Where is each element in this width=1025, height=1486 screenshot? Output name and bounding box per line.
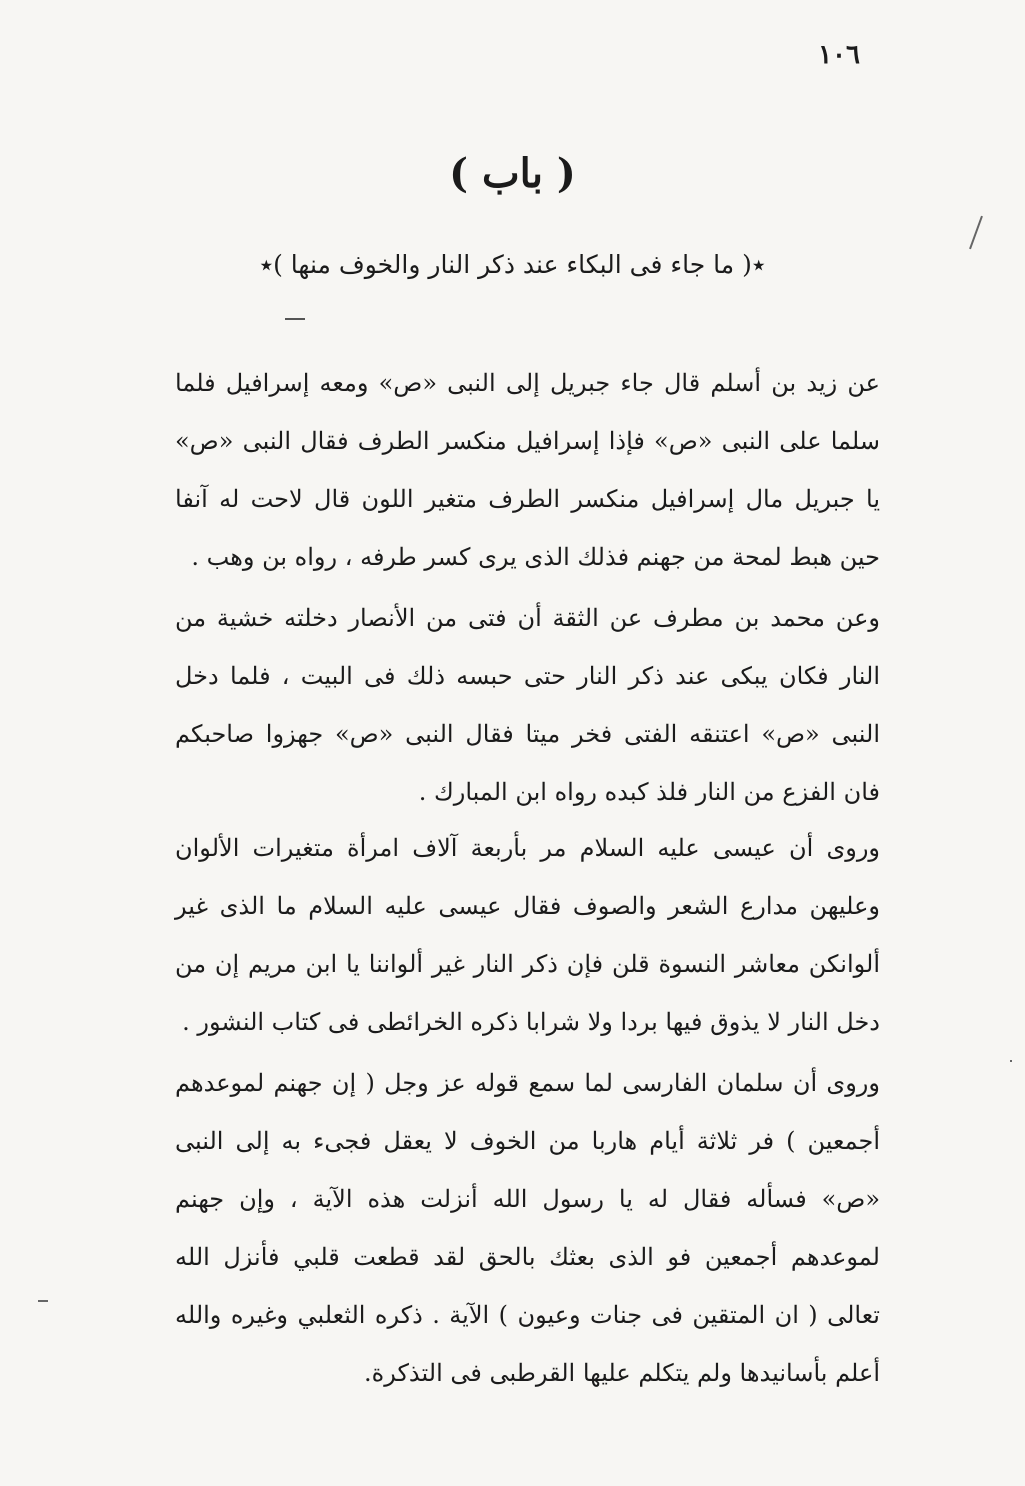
scan-mark [38,1300,48,1302]
paragraph-1: عن زيد بن أسلم قال جاء جبريل إلى النبى «ص» ومعه إسرافيل فلما سلما على النبى «ص» فإذا إسرافيل منكسر الطرف فقال النبى «ص» يا جبريل مال إسرافيل منكسر الطرف متغير اللون قال لاحت له آنفا حين هبط لمحة من جهنم فذلك الذى يرى كسر طرفه ، رواه بن وهب . [175,369,880,571]
page-number: ١٠٦ [818,40,860,70]
paragraph-3: وروى أن عيسى عليه السلام مر بأربعة آلاف امرأة متغيرات الألوان وعليهن مدارع الشعر والصوف فقال عيسى عليه السلام ما الذى غير ألوانكن معاشر النسوة قلن فإن ذكر النار غير ألواننا يا ابن مريم إن من دخل النار لا يذوق فيها بردا ولا شرابا ذكره الخرائطى فى كتاب النشور . [175,834,880,1036]
divider [285,318,305,320]
scan-mark [1010,1060,1012,1062]
scan-mark [969,216,983,250]
paragraph-2: وعن محمد بن مطرف عن الثقة أن فتى من الأنصار دخلته خشية من النار فكان يبكى عند ذكر النار حتى حبسه ذلك فى البيت ، فلما دخل النبى «ص» اعتنقه الفتى فخر ميتا فقال النبى «ص» جهزوا صاحبكم فان الفزع من النار فلذ كبده رواه ابن المبارك . [175,604,880,806]
chapter-title: ( باب ) [449,150,576,197]
chapter-subtitle: ٭( ما جاء فى البكاء عند ذكر النار والخوف منها )٭ [259,250,766,279]
paragraph-4: وروى أن سلمان الفارسى لما سمع قوله عز وجل ( إن جهنم لموعدهم أجمعين ) فر ثلاثة أيام هاربا من الخوف لا يعقل فجىء به إلى النبى «ص» فسأله فقال له يا رسول الله أنزلت هذه الآية ، وإن جهنم لموعدهم أجمعين فو الذى بعثك بالحق لقد قطعت قلبي فأنزل الله تعالى ( ان المتقين فى جنات وعيون ) الآية . ذكره الثعلبي وغيره والله أعلم بأسانيدها ولم يتكلم عليها القرطبى فى التذكرة. [175,1069,880,1387]
